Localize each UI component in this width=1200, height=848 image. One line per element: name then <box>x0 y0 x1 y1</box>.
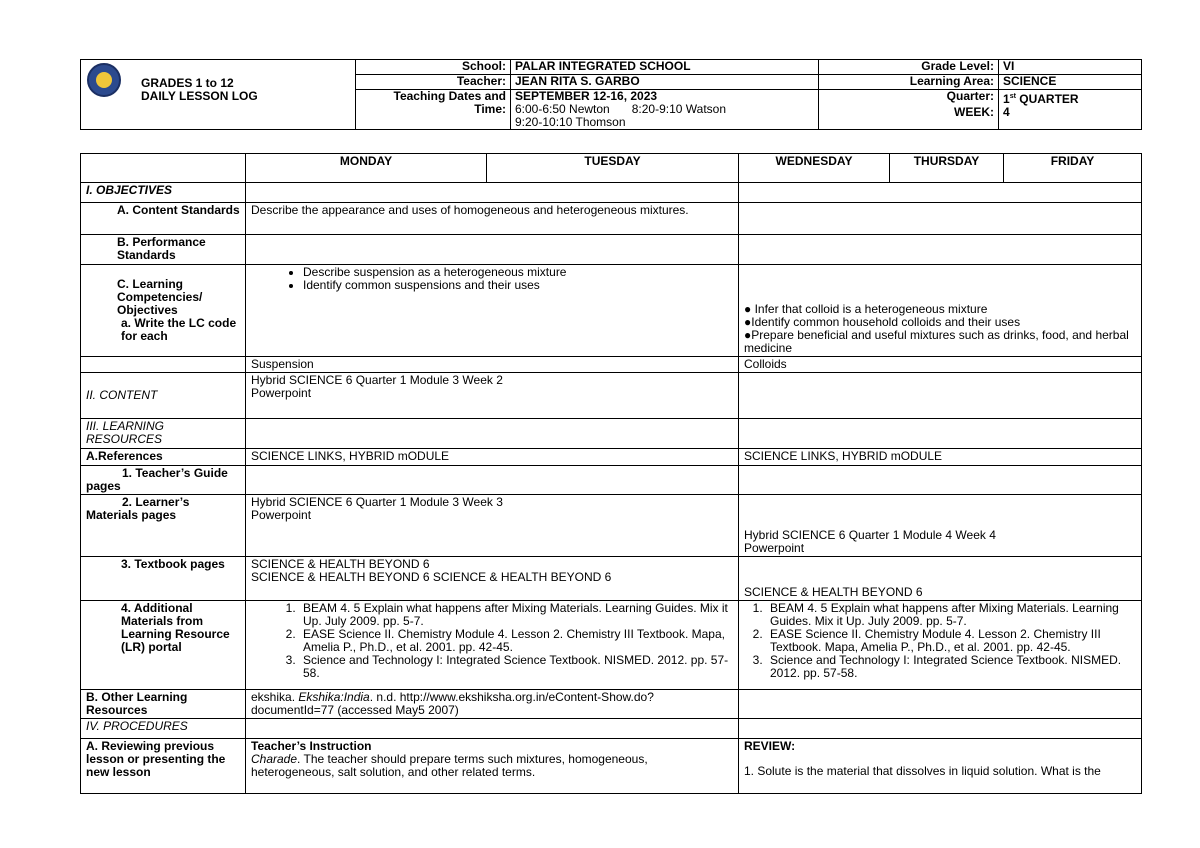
time-slot-2: 8:20-9:10 Watson <box>631 102 727 116</box>
objectives-row <box>81 183 1142 203</box>
review-label: A. Reviewing previous lesson or presenting the new lesson <box>81 739 246 794</box>
school-label: School: <box>356 60 511 75</box>
content-left <box>246 373 739 419</box>
performance-standards-label: B. Performance Standards <box>81 235 246 265</box>
week-label: WEEK: <box>819 106 999 130</box>
lc-left-list <box>251 266 733 292</box>
other-resources-right <box>739 690 1142 719</box>
tb-left-line: SCIENCE & HEALTH BEYOND 6 <box>251 557 430 571</box>
other-resources-row <box>81 690 1142 719</box>
day-wednesday: WEDNESDAY <box>739 154 890 183</box>
time-slot-1: 6:00-6:50 Newton <box>515 102 610 116</box>
day-friday: FRIDAY <box>1004 154 1142 183</box>
time-slot-3: 9:20-10:10 Thomson <box>515 115 626 129</box>
content-standards-label: A. Content Standards <box>81 203 246 235</box>
content-standards-left: Describe the appearance and uses of homogeneous and heterogeneous mixtures. <box>246 203 739 235</box>
title-cell <box>81 60 356 130</box>
review-row <box>81 739 1142 794</box>
week-value: 4 <box>999 106 1142 130</box>
learning-resources-row <box>81 419 1142 449</box>
procedures-heading: IV. PROCEDURES <box>81 719 246 739</box>
review-right <box>739 739 1142 794</box>
lc-right-item: ● Infer that colloid is a heterogeneous mixture <box>744 302 988 316</box>
additional-materials-left <box>246 601 739 690</box>
references-row <box>81 449 1142 466</box>
other-source-link: . n.d. http://www.ekshiksha.org.in/eContent-Show.do?documentId=77 (accessed May5 2007) <box>251 690 654 717</box>
dates-label-line-2: Time: <box>474 102 506 116</box>
dates-value <box>511 90 819 130</box>
deped-seal-icon <box>87 63 121 97</box>
learners-materials-right <box>739 495 1142 557</box>
learning-area-value: SCIENCE <box>999 75 1142 90</box>
review-right-body: 1. Solute is the material that dissolves in liquid solution. What is the <box>744 764 1101 778</box>
header-row-school <box>81 60 1142 75</box>
procedures-row <box>81 719 1142 739</box>
references-left: SCIENCE LINKS, HYBRID mODULE <box>246 449 739 466</box>
learning-competencies-label <box>81 265 246 357</box>
tb-left-line: SCIENCE & HEALTH BEYOND 6 SCIENCE & HEALTH BEYOND 6 <box>251 570 612 584</box>
performance-standards-row <box>81 235 1142 265</box>
lc-left-item: • Describe suspension as a heterogeneous mixture <box>303 266 733 279</box>
other-resources-label: B. Other Learning Resources <box>81 690 246 719</box>
learning-area-label: Learning Area: <box>819 75 999 90</box>
objectives-right <box>739 183 1142 203</box>
review-left-title: Teacher’s Instruction <box>251 739 372 753</box>
am-right-item: 2. EASE Science II. Chemistry Module 4. Lesson 2. Chemistry III Textbook. Mapa, Amelia P., Ph.D., et al. 2001. pp. 42-45. <box>766 628 1136 654</box>
lc-right-item: ●Identify common household colloids and their uses <box>744 315 1021 329</box>
day-tuesday: TUESDAY <box>487 154 739 183</box>
header-table <box>80 59 1142 130</box>
procedures-right <box>739 719 1142 739</box>
grade-level-value: VI <box>999 60 1142 75</box>
title-line-1: GRADES 1 to 12 <box>141 76 234 90</box>
lc-right-item: ●Prepare beneficial and useful mixtures such as drinks, food, and herbal medicine <box>744 328 1129 355</box>
topic-right: Colloids <box>739 357 1142 373</box>
other-source-italic: Ekshika:India <box>298 690 370 704</box>
day-thursday: THURSDAY <box>890 154 1004 183</box>
am-right-item: 1. BEAM 4. 5 Explain what happens after Mixing Materials. Learning Guides. Mix it Up. July 2009. pp. 5-7. <box>766 602 1136 628</box>
am-right-item: 3. Science and Technology I: Integrated Science Textbook. NISMED. 2012. pp. 57-58. <box>766 654 1136 680</box>
learning-resources-right <box>739 419 1142 449</box>
am-left-list <box>251 602 733 680</box>
quarter-value <box>999 90 1142 107</box>
am-left-item: 1. BEAM 4. 5 Explain what happens after Mixing Materials. Learning Guides. Mix it Up. July 2009. pp. 5-7. <box>299 602 733 628</box>
content-left-line: Powerpoint <box>251 386 312 400</box>
references-label: A.References <box>81 449 246 466</box>
corner-cell <box>81 154 246 183</box>
teachers-guide-left <box>246 466 739 495</box>
dates-label-line-1: Teaching Dates and <box>393 89 506 103</box>
day-header-row <box>81 154 1142 183</box>
textbook-right: SCIENCE & HEALTH BEYOND 6 <box>739 557 1142 601</box>
teachers-guide-label: 1. Teacher’s Guide pages <box>81 466 246 495</box>
lm-left-line: Powerpoint <box>251 508 312 522</box>
content-row <box>81 373 1142 419</box>
content-right <box>739 373 1142 419</box>
topic-row <box>81 357 1142 373</box>
learners-materials-label: 2. Learner’s Materials pages <box>81 495 246 557</box>
dates-range: SEPTEMBER 12-16, 2023 <box>515 89 658 103</box>
learning-competencies-left <box>246 265 739 357</box>
objectives-left <box>246 183 739 203</box>
teacher-label: Teacher: <box>356 75 511 90</box>
am-label-text: 4. Additional Materials from Learning Resource (LR) portal <box>121 601 230 654</box>
textbook-label: 3. Textbook pages <box>81 557 246 601</box>
references-right: SCIENCE LINKS, HYBRID mODULE <box>739 449 1142 466</box>
learning-competencies-right <box>739 265 1142 357</box>
quarter-number: 1 <box>1003 92 1010 106</box>
learning-competencies-row <box>81 265 1142 357</box>
title-line-2: DAILY LESSON LOG <box>141 89 258 103</box>
learning-resources-left <box>246 419 739 449</box>
grade-level-label: Grade Level: <box>819 60 999 75</box>
teacher-value: JEAN RITA S. GARBO <box>511 75 819 90</box>
learners-materials-row <box>81 495 1142 557</box>
lc-label-main: C. Learning Competencies/ Objectives <box>117 277 203 317</box>
learning-resources-heading: III. LEARNING RESOURCES <box>81 419 246 449</box>
lc-left-item: • Identify common suspensions and their uses <box>303 279 733 292</box>
content-standards-row <box>81 203 1142 235</box>
lc-label-sub: a. Write the LC code for each <box>121 316 237 343</box>
lm-left-line: Hybrid SCIENCE 6 Quarter 1 Module 3 Week 3 <box>251 495 503 509</box>
teachers-guide-row <box>81 466 1142 495</box>
textbook-row <box>81 557 1142 601</box>
document-title <box>141 77 258 103</box>
review-right-title: REVIEW: <box>744 739 796 753</box>
review-left-italic: Charade <box>251 752 298 766</box>
am-left-item: 2. EASE Science II. Chemistry Module 4. Lesson 2. Chemistry III Textbook. Mapa, Amelia P., Ph.D., et al. 2001. pp. 42-45. <box>299 628 733 654</box>
content-standards-right <box>739 203 1142 235</box>
textbook-left <box>246 557 739 601</box>
other-resources-left <box>246 690 739 719</box>
am-left-item: 3. Science and Technology I: Integrated Science Textbook. NISMED. 2012. pp. 57-58. <box>299 654 733 680</box>
school-value: PALAR INTEGRATED SCHOOL <box>511 60 819 75</box>
teachers-guide-right <box>739 466 1142 495</box>
lm-right-line: Powerpoint <box>744 541 805 555</box>
additional-materials-label <box>81 601 246 690</box>
quarter-label: Quarter: <box>819 90 999 107</box>
content-heading: II. CONTENT <box>81 373 246 419</box>
review-left <box>246 739 739 794</box>
procedures-left <box>246 719 739 739</box>
additional-materials-row <box>81 601 1142 690</box>
day-monday: MONDAY <box>246 154 487 183</box>
lm-right-line: Hybrid SCIENCE 6 Quarter 1 Module 4 Week 4 <box>744 528 996 542</box>
topic-label <box>81 357 246 373</box>
quarter-word: QUARTER <box>1015 92 1079 106</box>
performance-standards-left <box>246 235 739 265</box>
review-left-text <box>251 753 733 779</box>
objectives-heading: I. OBJECTIVES <box>81 183 246 203</box>
lesson-table <box>80 153 1142 794</box>
additional-materials-right <box>739 601 1142 690</box>
content-left-line: Hybrid SCIENCE 6 Quarter 1 Module 3 Week 2 <box>251 373 503 387</box>
topic-left: Suspension <box>246 357 739 373</box>
review-left-body: . The teacher should prepare terms such mixtures, homogeneous, heterogeneous, salt solution, and other related terms. <box>251 752 648 779</box>
quarter-suffix: st <box>1009 93 1016 100</box>
other-source-text: ekshika. <box>251 690 299 704</box>
performance-standards-right <box>739 235 1142 265</box>
learners-materials-left <box>246 495 739 557</box>
dates-label <box>356 90 511 130</box>
am-right-list <box>744 602 1136 680</box>
